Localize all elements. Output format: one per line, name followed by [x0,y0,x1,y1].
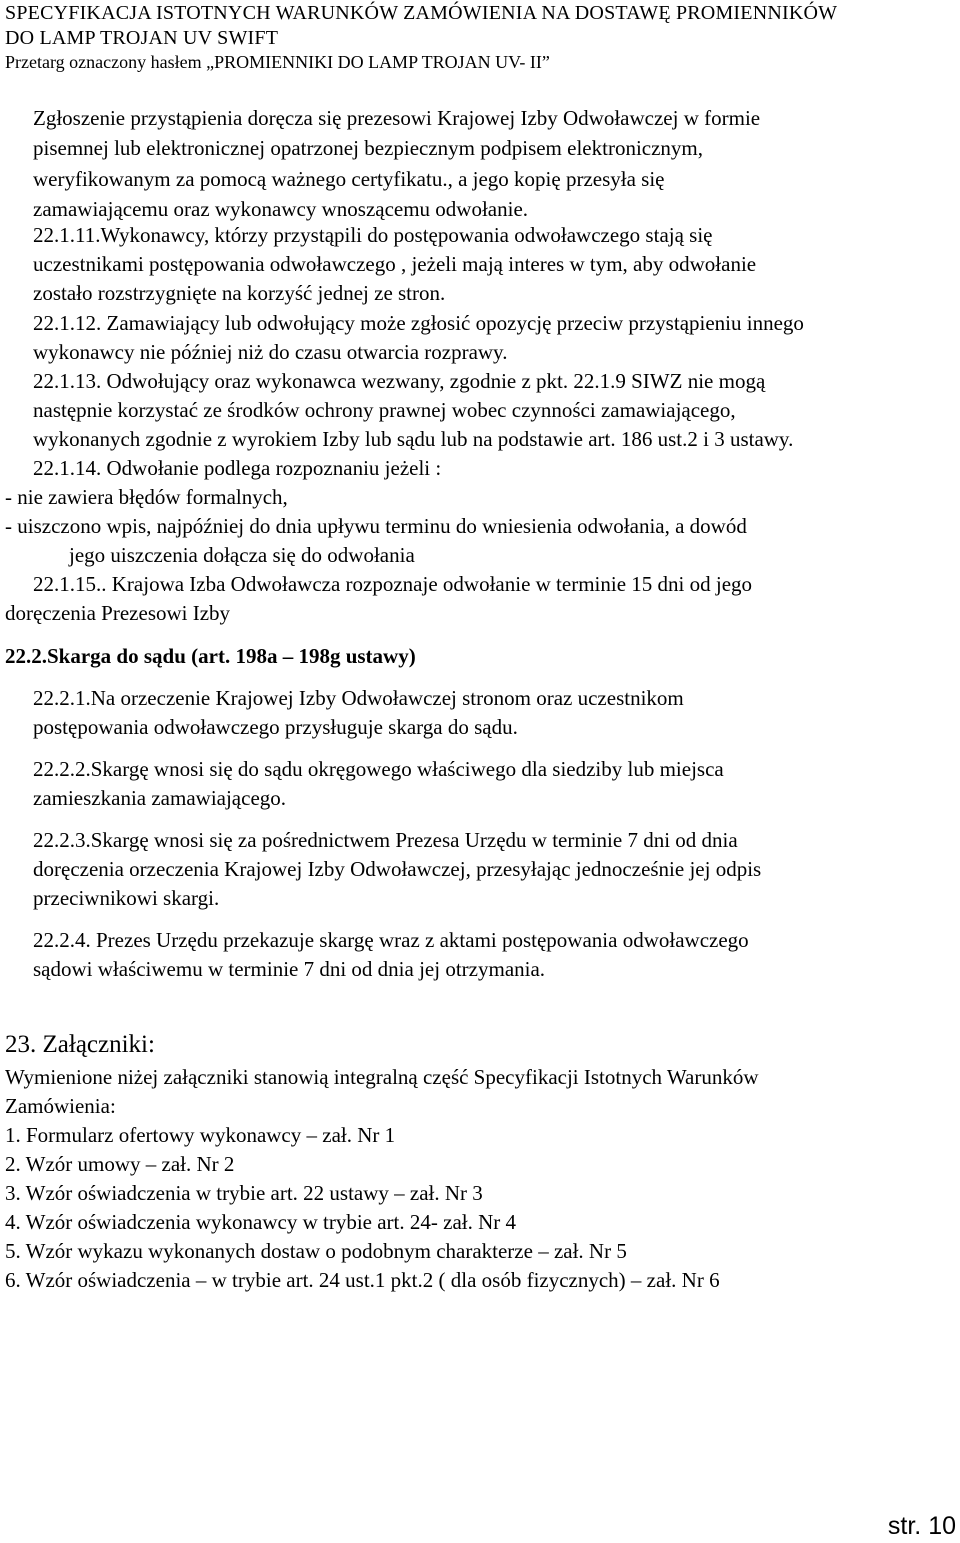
paragraph-line: 22.1.13. Odwołujący oraz wykonawca wezwany, zgodnie z pkt. 22.1.9 SIWZ nie mogą [33,369,766,393]
paragraph-line: postępowania odwoławczego przysługuje skarga do sądu. [33,715,518,739]
paragraph-line: Wymienione niżej załączniki stanowią integralną część Specyfikacji Istotnych Warunków [5,1065,759,1089]
paragraph-line: 22.1.12. Zamawiający lub odwołujący może zgłosić opozycję przeciw przystąpieniu innego [33,311,804,335]
paragraph-line: 22.2.4. Prezes Urzędu przekazuje skargę wraz z aktami postępowania odwoławczego [33,928,749,952]
paragraph-line: zamieszkania zamawiającego. [33,786,287,810]
paragraph-line: Zamówienia: [5,1094,116,1118]
bullet-item: - nie zawiera błędów formalnych, [5,485,288,509]
paragraph-line: doręczenia Prezesowi Izby [5,601,231,625]
bullet-item: - uiszczono wpis, najpóźniej do dnia upływu terminu do wniesienia odwołania, a dowód [5,514,747,538]
attachment-item: 6. Wzór oświadczenia – w trybie art. 24 ust.1 pkt.2 ( dla osób fizycznych) – zał. Nr 6 [5,1268,720,1292]
paragraph-line: przeciwnikowi skargi. [33,886,220,910]
paragraph-line: 22.1.11.Wykonawcy, którzy przystąpili do postępowania odwoławczego stają się [33,223,713,247]
paragraph-line: doręczenia orzeczenia Krajowej Izby Odwoławczej, przesyłając jednocześnie jej odpis [33,857,762,881]
paragraph-line: następnie korzystać ze środków ochrony prawnej wobec czynności zamawiającego, [33,398,736,422]
header-title-line-2: DO LAMP TROJAN UV SWIFT [5,27,279,49]
paragraph-line: 22.2.1.Na orzeczenie Krajowej Izby Odwoławczej stronom oraz uczestnikom [33,686,684,710]
attachment-item: 4. Wzór oświadczenia wykonawcy w trybie art. 24- zał. Nr 4 [5,1210,517,1234]
paragraph-line: uczestnikami postępowania odwoławczego , jeżeli mają interes w tym, aby odwołanie [33,252,757,276]
bullet-item-continuation: jego uiszczenia dołącza się do odwołania [69,543,415,567]
paragraph-line: 22.2.3.Skargę wnosi się za pośrednictwem Prezesa Urzędu w terminie 7 dni od dnia [33,828,738,852]
paragraph-line: Zgłoszenie przystąpienia doręcza się prezesowi Krajowej Izby Odwoławczej w formie [33,106,761,130]
header-tender-name: Przetarg oznaczony hasłem „PROMIENNIKI DO LAMP TROJAN UV- II” [5,52,550,72]
paragraph-line: zamawiającemu oraz wykonawcy wnoszącemu odwołanie. [33,197,529,221]
paragraph-line: sądowi właściwemu w terminie 7 dni od dnia jej otrzymania. [33,957,546,981]
page-number: str. 10 [887,1512,956,1540]
section-heading-22-2: 22.2.Skarga do sądu (art. 198a – 198g ustawy) [5,644,416,668]
attachment-item: 3. Wzór oświadczenia w trybie art. 22 ustawy – zał. Nr 3 [5,1181,483,1205]
attachment-item: 2. Wzór umowy – zał. Nr 2 [5,1152,235,1176]
paragraph-line: 22.2.2.Skargę wnosi się do sądu okręgowego właściwego dla siedziby lub miejsca [33,757,724,781]
header-title-line-1: SPECYFIKACJA ISTOTNYCH WARUNKÓW ZAMÓWIENIA NA DOSTAWĘ PROMIENNIKÓW [5,2,838,24]
paragraph-line: wykonawcy nie później niż do czasu otwarcia rozprawy. [33,340,508,364]
attachment-item: 1. Formularz ofertowy wykonawcy – zał. Nr 1 [5,1123,396,1147]
paragraph-line: pisemnej lub elektronicznej opatrzonej bezpiecznym podpisem elektronicznym, [33,136,704,160]
paragraph-line: 22.1.15.. Krajowa Izba Odwoławcza rozpoznaje odwołanie w terminie 15 dni od jego [33,572,753,596]
paragraph-line: zostało rozstrzygnięte na korzyść jednej ze stron. [33,281,446,305]
section-heading-23: 23. Załączniki: [5,1031,155,1058]
attachment-item: 5. Wzór wykazu wykonanych dostaw o podobnym charakterze – zał. Nr 5 [5,1239,627,1263]
paragraph-line: wykonanych zgodnie z wyrokiem Izby lub sądu lub na podstawie art. 186 ust.2 i 3 ustawy. [33,427,794,451]
paragraph-line: weryfikowanym za pomocą ważnego certyfikatu., a jego kopię przesyła się [33,167,665,191]
paragraph-line: 22.1.14. Odwołanie podlega rozpoznaniu jeżeli : [33,456,442,480]
